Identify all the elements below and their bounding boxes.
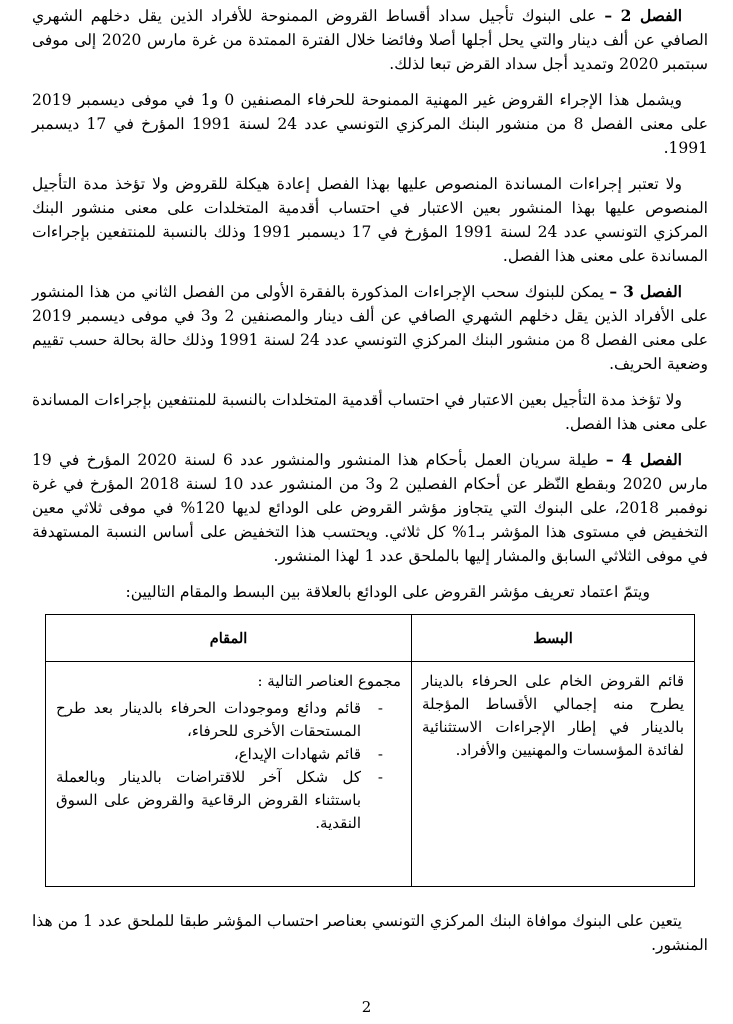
article-4-text: طيلة سريان العمل بأحكام هذا المنشور والمنشور عدد 6 لسنة 2020 المؤرخ في 19 مارس 2020 وبقطع النّظر عن أحكام الفصلين 2 و3 من المنشور عدد 10 لسنة 2018 المؤرخ في غرة نوفمبر 2018، على البنوك التي يتجاوز مؤشر القروض على الودائع لديها 120% في موفى ثلاثي معين التخفيض في مستوى هذا المؤشر بـ1% كل ثلاثي. ويحتسب هذا التخفيض على أساس النسبة المستهدفة في موفى الثلاثي السابق والمشار إليها بالملحق عدد 1 لهذا المنشور.: [32, 451, 709, 565]
article-2-text: على البنوك تأجيل سداد أقساط القروض الممنوحة للأفراد الذين يقل دخلهم الشهري الصافي عن ألف دينار والتي يحل أجلها أصلا وفائضا خلال الفترة الممتدة من غرة مارس 2020 إلى موفى سبتمبر 2020 وتمديد أجل سداد القرض تبعا لذلك.: [32, 7, 708, 73]
page-number: 2: [361, 998, 372, 1016]
article-4-paragraph: [32, 448, 708, 568]
denominator-item-text: قائم ودائع وموجودات الحرفاء بالدينار بعد طرح المستحقات الأخرى للحرفاء،: [56, 699, 361, 740]
article-2-paragraph: [32, 4, 708, 76]
dash-bullet: -: [377, 745, 383, 763]
dash-bullet: -: [377, 699, 383, 717]
article-2-restructuring-paragraph: ولا تعتبر إجراءات المساندة المنصوص عليها بهذا الفصل إعادة هيكلة للقروض ولا تؤخذ مدة التأجيل المنصوص عليها بهذا المنشور بعين الاعتبار في احتساب أقدمية المتخلدات على معنى منشور البنك المركزي التونسي عدد 24 لسنة 1991 المؤرخ في 17 ديسمبر 1991 وذلك بالنسبة للمنتفعين بإجراءات المساندة على معنى هذا الفصل.: [32, 175, 708, 265]
article-3-label: الفصل 3 –: [609, 282, 682, 301]
numerator-cell: قائم القروض الخام على الحرفاء بالدينار يطرح منه إجمالي الأقساط المؤجلة بالدينار في إطار الإجراءات الاستثنائية لفائدة المؤسسات والمهنيين والأفراد.: [412, 662, 695, 887]
denominator-item: [56, 766, 383, 835]
article-3-paragraph: [32, 280, 708, 376]
article-3-text: يمكن للبنوك سحب الإجراءات المذكورة بالفقرة الأولى من الفصل الثاني من هذا المنشور على الأفراد الذين يقل دخلهم الشهري الصافي عن ألف دينار والمصنفين 2 و3 في موفى ديسمبر 2019 على معنى الفصل 8 من منشور البنك المركزي التونسي عدد 24 لسنة 1991 وذلك حالة بحالة حسب تقييم وضعية الحريف.: [32, 283, 708, 373]
numerator-header: البسط: [412, 615, 695, 662]
closing-paragraph: يتعين على البنوك موافاة البنك المركزي التونسي بعناصر احتساب المؤشر طبقا للملحق عدد 1 من هذا المنشور.: [32, 912, 708, 954]
document-page: [32, 4, 708, 969]
denominator-title: مجموع العناصر التالية :: [257, 672, 401, 690]
table-intro: ويتمّ اعتماد تعريف مؤشر القروض على الودائع بالعلاقة بين البسط والمقام التاليين:: [125, 583, 650, 601]
article-2-scope-paragraph: ويشمل هذا الإجراء القروض غير المهنية الممنوحة للحرفاء المصنفين 0 و1 في موفى ديسمبر 2019 على معنى الفصل 8 من منشور البنك المركزي التونسي عدد 24 لسنة 1991 المؤرخ في 17 ديسمبر 1991.: [32, 91, 708, 157]
denominator-item: [56, 743, 383, 766]
ratio-definition-table: [45, 614, 695, 887]
article-3-seniority-paragraph: ولا تؤخذ مدة التأجيل بعين الاعتبار في احتساب أقدمية المتخلدات بالنسبة للمنتفعين بإجراءات المساندة على معنى هذا الفصل.: [32, 391, 708, 433]
article-2-label: الفصل 2 –: [604, 6, 682, 25]
denominator-item-text: كل شكل آخر للاقتراضات بالدينار وبالعملة باستثناء القروض الرقاعية والقروض على السوق النقدية.: [56, 768, 361, 832]
dash-bullet: -: [377, 768, 383, 786]
denominator-cell: [46, 662, 412, 887]
denominator-item: [56, 697, 383, 743]
denominator-list: [56, 697, 401, 835]
denominator-header: المقام: [46, 615, 412, 662]
article-4-label: الفصل 4 –: [605, 450, 682, 469]
denominator-item-text: قائم شهادات الإيداع،: [233, 745, 361, 763]
